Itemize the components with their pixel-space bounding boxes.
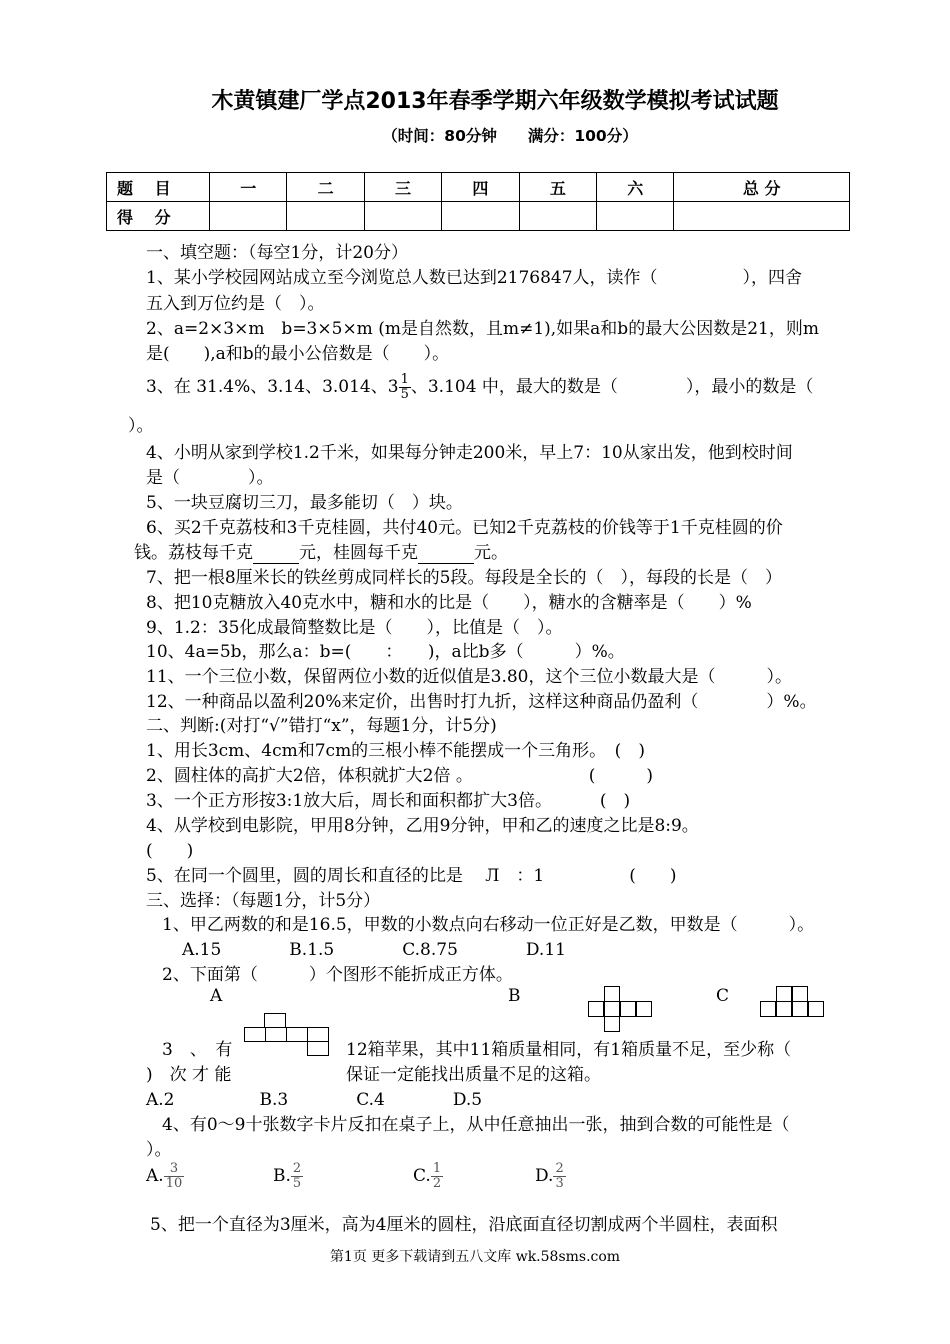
fraction-option-a: $\frac{3}{10}$ — [165, 1161, 183, 1191]
section3-heading: 三、选择：（每题1分，计5分） — [146, 891, 381, 911]
s3-q3-right1: 12箱苹果，其中11箱质量相同，有1箱质量不足，至少称（ — [346, 1040, 792, 1060]
score-cell[interactable] — [364, 202, 441, 231]
fraction-option-c: $\frac{1}{2}$ — [432, 1161, 442, 1191]
score-cell[interactable] — [287, 202, 364, 231]
s1-q11: 11、一个三位小数，保留两位小数的近似值是3.80，这个三位小数最大是（ ）。 — [146, 667, 792, 687]
s3-q4-line1: 4、有0～9十张数字卡片反扣在桌子上，从中任意抽出一张，抽到合数的可能性是（ — [162, 1115, 790, 1135]
s3-q2: 2、下面第（ ）个图形不能折成正方体。 — [162, 965, 513, 985]
s1-q6-line2: 钱。荔枝每千克 元，桂圆每千克 元。 — [134, 543, 508, 563]
s3-q5: 5、把一个直径为3厘米，高为4厘米的圆柱，沿底面直径切割成两个半圆柱，表面积 — [150, 1215, 778, 1235]
score-cell[interactable] — [210, 202, 287, 231]
score-cell[interactable] — [674, 202, 850, 231]
score-header-cell: 总 分 — [674, 173, 850, 202]
answer-blank[interactable] — [418, 543, 474, 564]
score-row-label: 得 分 — [107, 202, 210, 231]
s1-q3-post: 、3.104 中，最大的数是（ ），最小的数是（ — [410, 377, 814, 397]
s1-q1-line2: 五入到万位约是（ ）。 — [146, 294, 325, 314]
s3-q3-right2: 保证一定能找出质量不足的这箱。 — [346, 1065, 601, 1085]
s2-q1: 1、用长3cm、4cm和7cm的三根小棒不能摆成一个三角形。 ( ) — [146, 741, 645, 761]
fraction-option-d: $\frac{2}{3}$ — [555, 1161, 564, 1191]
fraction-option-b: $\frac{2}{5}$ — [292, 1161, 302, 1191]
s3-q3-options: A.2 B.3 C.4 D.5 — [146, 1090, 483, 1110]
s2-q5: 5、在同一个圆里，圆的周长和直径的比是 Л ：1 ( ) — [146, 866, 677, 886]
s1-q7: 7、把一根8厘米长的铁丝剪成同样长的5段。每段是全长的（ ），每段的长是（ ） — [146, 568, 782, 588]
s2-q3: 3、一个正方形按3:1放大后，周长和面积都扩大3倍。 ( ) — [146, 791, 631, 811]
s3-q2-option-b: B — [508, 986, 521, 1006]
score-cell[interactable] — [597, 202, 674, 231]
s1-q4-line2: 是（ ）。 — [146, 468, 274, 488]
score-header-cell: 一 — [210, 173, 287, 202]
s3-q4-option-c: C. $\frac{1}{2}$ — [413, 1161, 442, 1191]
score-table — [106, 172, 850, 231]
s1-q4-line1: 4、小明从家到学校1.2千米，如果每分钟走200米，早上7：10从家出发，他到校时间 — [146, 443, 793, 463]
s1-q12: 12、一种商品以盈利20%来定价，出售时打九折，这样这种商品仍盈利（ ）%。 — [146, 692, 817, 712]
s1-q2-line1: 2、a=2×3×m b=3×5×m (m是自然数，且m≠1),如果a和b的最大公因数是21，则m — [146, 319, 819, 339]
score-header-cell: 四 — [442, 173, 519, 202]
s1-q3-pre: 3、在 31.4%、3.14、3.014、3 — [146, 377, 399, 397]
s2-q2: 2、圆柱体的高扩大2倍，体积就扩大2倍 。 ( ) — [146, 766, 654, 786]
score-cell[interactable] — [442, 202, 519, 231]
s1-q1-line1: 1、某小学校园网站成立至今浏览总人数已达到2176847人，读作（ ），四舍 — [146, 268, 803, 288]
s2-q4-line1: 4、从学校到电影院，甲用8分钟，乙用9分钟，甲和乙的速度之比是8:9。 — [146, 816, 699, 836]
s1-q5: 5、一块豆腐切三刀，最多能切（ ）块。 — [146, 493, 463, 513]
s1-q8: 8、把10克糖放入40克水中，糖和水的比是（ ），糖水的含糖率是（ ）% — [146, 593, 752, 613]
s1-q6-line1: 6、买2千克荔枝和3千克桂圆，共付40元。已知2千克荔枝的价钱等于1千克桂圆的价 — [146, 518, 783, 538]
score-table-score-row — [107, 202, 850, 231]
s3-q3-left1: 3 、 有 — [162, 1040, 233, 1060]
s3-q3-left2: ) 次 才 能 — [146, 1065, 232, 1085]
s3-q2-option-c: C — [716, 986, 730, 1006]
s3-q1-options: A.15 B.1.5 C.8.75 D.11 — [182, 940, 566, 960]
score-cell[interactable] — [519, 202, 596, 231]
s3-q2-option-a: A — [210, 986, 223, 1006]
s3-q4-option-b: B. $\frac{2}{5}$ — [273, 1161, 302, 1191]
score-header-cell: 六 — [597, 173, 674, 202]
score-header-cell: 二 — [287, 173, 364, 202]
s3-q4-line2: ）。 — [146, 1140, 172, 1160]
section2-heading: 二、判断:(对打“√”错打“x”，每题1分，计5分) — [146, 716, 497, 736]
exam-title: 木黄镇建厂学点2013年春季学期六年级数学模拟考试试题 — [211, 89, 779, 114]
exam-subtitle: （时间：80分钟 满分：100分） — [382, 127, 638, 145]
section1-heading: 一、填空题：（每空1分，计20分） — [146, 243, 408, 263]
page-footer: 第1页 更多下载请到五八文库 wk.58sms.com — [329, 1249, 621, 1265]
answer-blank[interactable] — [253, 543, 299, 564]
s1-q3-line1 — [146, 372, 813, 402]
fraction-one-fifth: $\frac{1}{5}$ — [400, 372, 409, 402]
score-header-cell: 三 — [364, 173, 441, 202]
s3-q1: 1、甲乙两数的和是16.5，甲数的小数点向右移动一位正好是乙数，甲数是（ ）。 — [162, 915, 815, 935]
s1-q10: 10、4a=5b，那么a：b=( ： )，a比b多（ ）%。 — [146, 642, 625, 662]
s1-q9: 9、1.2：35化成最简整数比是（ ），比值是（ ）。 — [146, 618, 563, 638]
score-table-header-row — [107, 173, 850, 202]
s3-q4-option-d: D. $\frac{2}{3}$ — [535, 1161, 564, 1191]
score-header-cell: 题 目 — [107, 173, 210, 202]
s1-q2-line2: 是( ),a和b的最小公倍数是（ ）。 — [146, 344, 450, 364]
s2-q4-line2: ( ) — [146, 841, 194, 861]
s3-q4-option-a: A. $\frac{3}{10}$ — [146, 1161, 183, 1191]
s1-q3-line2: ）。 — [128, 416, 154, 436]
score-header-cell: 五 — [519, 173, 596, 202]
